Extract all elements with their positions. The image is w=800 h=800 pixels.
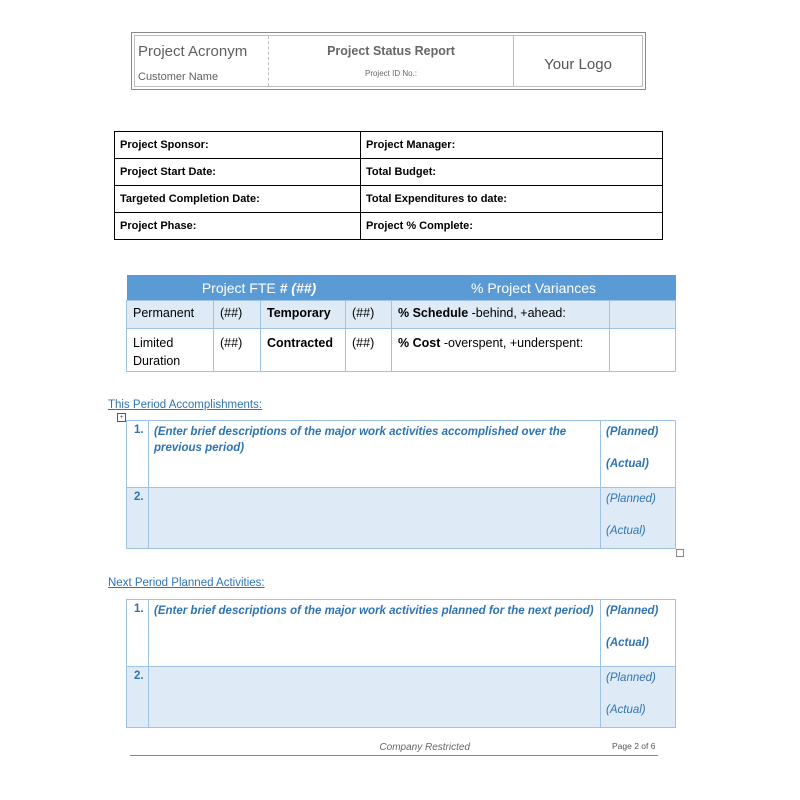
- contracted-value[interactable]: (##): [346, 329, 392, 372]
- planned-label: (Planned): [606, 493, 656, 505]
- row-number: 1.: [127, 421, 149, 488]
- project-start-date-cell[interactable]: Project Start Date:: [115, 159, 361, 186]
- schedule-variance-value[interactable]: [610, 301, 676, 329]
- planned-actual-cell[interactable]: [601, 600, 676, 667]
- variances-header: % Project Variances: [392, 275, 676, 301]
- spacer: [606, 619, 670, 635]
- expenditures-cell[interactable]: Total Expenditures to date:: [361, 186, 663, 213]
- header-middle-cell: [269, 36, 514, 86]
- table-row: [127, 600, 676, 667]
- planned-activities-heading[interactable]: Next Period Planned Activities:: [108, 577, 265, 589]
- activity-description[interactable]: (Enter brief descriptions of the major work activities accomplished over the previous period): [149, 421, 601, 488]
- report-title: Project Status Report: [327, 44, 455, 58]
- planned-actual-cell[interactable]: [601, 421, 676, 488]
- table-resize-handle-icon[interactable]: [676, 549, 684, 557]
- total-budget-cell[interactable]: Total Budget:: [361, 159, 663, 186]
- temporary-label: Temporary: [261, 301, 346, 329]
- temporary-value[interactable]: (##): [346, 301, 392, 329]
- actual-label: (Actual): [606, 458, 649, 470]
- header-left-cell: [135, 36, 269, 86]
- project-sponsor-cell[interactable]: Project Sponsor:: [115, 132, 361, 159]
- table-row: [127, 329, 676, 372]
- row-number: 2.: [127, 488, 149, 549]
- table-row: [127, 301, 676, 329]
- logo-placeholder: Your Logo: [544, 56, 612, 73]
- accomplishments-heading[interactable]: This Period Accomplishments:: [108, 399, 263, 411]
- percent-complete-cell[interactable]: Project % Complete:: [361, 213, 663, 240]
- planned-actual-cell[interactable]: [601, 667, 676, 728]
- table-row: [127, 667, 676, 728]
- activity-description[interactable]: [149, 667, 601, 728]
- cost-variance-value[interactable]: [610, 329, 676, 372]
- cost-label-bold: % Cost: [398, 336, 441, 350]
- limited-duration-label: Limited Duration: [127, 329, 214, 372]
- customer-name: Customer Name: [138, 71, 219, 83]
- project-manager-cell[interactable]: Project Manager:: [361, 132, 663, 159]
- cost-variance-label: [392, 329, 610, 372]
- project-id-label: Project ID No.:: [364, 69, 417, 78]
- schedule-label-rest: -behind, +ahead:: [468, 306, 566, 320]
- activity-description[interactable]: (Enter brief descriptions of the major work activities planned for the next period): [149, 600, 601, 667]
- schedule-label-bold: % Schedule: [398, 306, 469, 320]
- planned-actual-cell[interactable]: [601, 488, 676, 549]
- actual-label: (Actual): [606, 704, 646, 716]
- table-row: [115, 132, 663, 159]
- permanent-label: Permanent: [127, 301, 214, 329]
- fte-header-prefix: Project FTE: [201, 279, 280, 296]
- spacer: [606, 507, 670, 523]
- planned-label: (Planned): [606, 426, 659, 438]
- table-row: [115, 213, 663, 240]
- spacer: [606, 686, 670, 702]
- fte-header: [127, 275, 392, 301]
- table-row: [127, 488, 676, 549]
- planned-activities-table: [126, 599, 676, 728]
- completion-date-cell[interactable]: Targeted Completion Date:: [115, 186, 361, 213]
- actual-label: (Actual): [606, 637, 649, 649]
- planned-label: (Planned): [606, 605, 659, 617]
- fte-variance-table: [126, 275, 676, 372]
- permanent-value[interactable]: (##): [214, 301, 261, 329]
- header-right-cell: [514, 36, 642, 86]
- planned-label: (Planned): [606, 672, 656, 684]
- table-move-handle-icon[interactable]: +: [117, 413, 126, 422]
- table-header-row: [127, 275, 676, 301]
- project-info-table: [114, 131, 663, 240]
- footer-page-number: Page 2 of 6: [612, 741, 656, 751]
- row-number: 1.: [127, 600, 149, 667]
- footer-restricted-label: Company Restricted: [379, 742, 470, 753]
- table-row: [115, 159, 663, 186]
- project-acronym: Project Acronym: [138, 43, 248, 60]
- activity-description[interactable]: [149, 488, 601, 549]
- footer-divider: [130, 755, 658, 756]
- header-inner-frame: [134, 35, 643, 87]
- contracted-label: Contracted: [261, 329, 346, 372]
- spacer: [606, 440, 670, 456]
- table-row: [115, 186, 663, 213]
- actual-label: (Actual): [606, 525, 646, 537]
- project-phase-cell[interactable]: Project Phase:: [115, 213, 361, 240]
- row-number: 2.: [127, 667, 149, 728]
- table-row: [127, 421, 676, 488]
- cost-label-rest: -overspent, +underspent:: [440, 336, 584, 350]
- accomplishments-table: [126, 420, 676, 549]
- fte-header-count: # (##): [279, 279, 317, 296]
- schedule-variance-label: [392, 301, 610, 329]
- document-header: [131, 32, 646, 90]
- limited-duration-value[interactable]: (##): [214, 329, 261, 372]
